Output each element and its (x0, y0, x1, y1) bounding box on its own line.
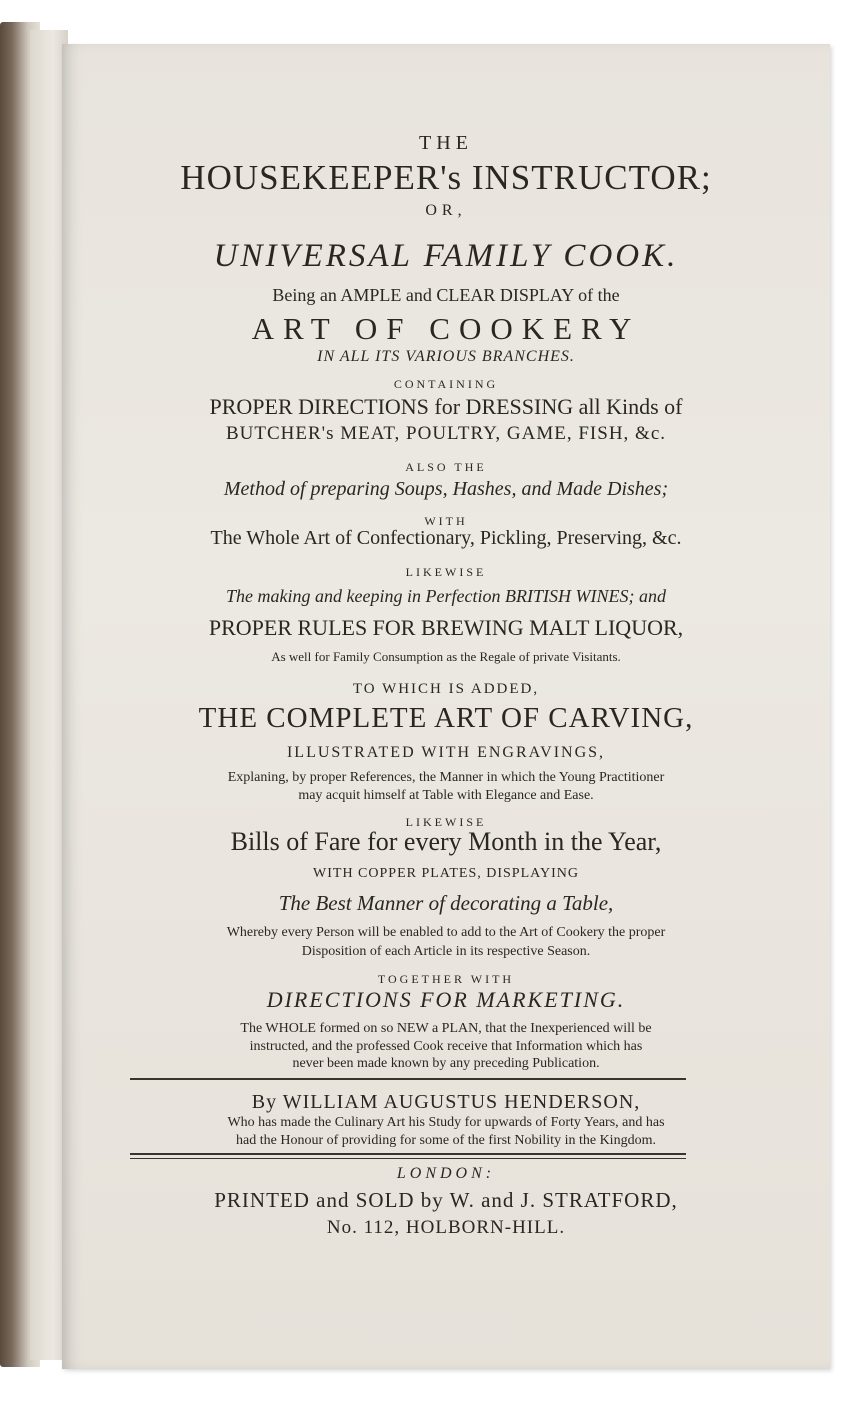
or-line: OR, (425, 202, 467, 219)
directions-for-marketing: DIRECTIONS FOR MARKETING. (266, 987, 626, 1012)
with: WITH (424, 514, 468, 528)
to-which-is-added: TO WHICH IS ADDED, (352, 681, 540, 697)
whole-formed-line: The WHOLE formed on so NEW a PLAN, that the Inexperienced will be (240, 1021, 652, 1036)
containing: CONTAINING (393, 377, 499, 391)
holborn-hill: No. 112, HOLBORN-HILL. (326, 1217, 566, 1238)
being-an-line: Being an AMPLE and CLEAR DISPLAY of the (272, 285, 620, 305)
brewing-malt-liquor: PROPER RULES FOR BREWING MALT LIQUOR, (208, 615, 684, 640)
instructed-line: instructed, and the professed Cook receive that Information which has (249, 1039, 643, 1054)
divider-rule-top (130, 1078, 686, 1080)
subtitle: UNIVERSAL FAMILY COOK. (213, 238, 679, 274)
family-consumption: As well for Family Consumption as the Regale of private Visitants. (271, 649, 621, 664)
best-manner: The Best Manner of decorating a Table, (278, 891, 614, 915)
disposition-line: Disposition of each Article in its respective Season. (301, 944, 591, 959)
illustrated-with-engravings: ILLUSTRATED WITH ENGRAVINGS, (286, 744, 606, 761)
together-with: TOGETHER WITH (377, 972, 515, 986)
divider-rule-bottom (130, 1153, 686, 1155)
likewise-2: LIKEWISE (405, 815, 487, 829)
butchers-meat: BUTCHER's MEAT, POULTRY, GAME, FISH, &c. (225, 423, 666, 444)
likewise-1: LIKEWISE (405, 565, 487, 579)
main-title: HOUSEKEEPER's INSTRUCTOR; (180, 158, 712, 197)
whereby-line: Whereby every Person will be enabled to add to the Art of Cookery the proper (226, 925, 666, 940)
divider-rule-bottom-thin (130, 1158, 686, 1159)
london: LONDON: (396, 1165, 496, 1182)
complete-art-of-carving: THE COMPLETE ART OF CARVING, (198, 702, 694, 734)
also-the: ALSO THE (405, 460, 487, 474)
explaning-line: Explaning, by proper References, the Manner in which the Young Practitioner (227, 770, 665, 785)
author-desc-1: Who has made the Culinary Art his Study for upwards of Forty Years, and has (227, 1115, 665, 1130)
british-wines: The making and keeping in Perfection BRITISH WINES; and (226, 586, 666, 606)
author-line: By WILLIAM AUGUSTUS HENDERSON, (251, 1091, 641, 1113)
copper-plates: WITH COPPER PLATES, DISPLAYING (313, 866, 579, 881)
various-branches: IN ALL ITS VARIOUS BRANCHES. (317, 348, 575, 365)
bills-of-fare: Bills of Fare for every Month in the Year, (230, 827, 662, 856)
printed-and-sold: PRINTED and SOLD by W. and J. STRATFORD, (214, 1188, 678, 1212)
acquit-himself-line: may acquit himself at Table with Elegance and Ease. (298, 788, 594, 803)
art-of-cookery: ART OF COOKERY (251, 311, 641, 346)
the-line: THE (419, 132, 473, 154)
whole-art: The Whole Art of Confectionary, Pickling, Preserving, &c. (210, 527, 682, 549)
never-been-line: never been made known by any preceding Publication. (292, 1056, 600, 1071)
proper-directions: PROPER DIRECTIONS for DRESSING all Kinds of (209, 394, 683, 419)
author-desc-2: had the Honour of providing for some of the first Nobility in the Kingdom. (236, 1133, 656, 1148)
method-of-preparing: Method of preparing Soups, Hashes, and Made Dishes; (223, 478, 669, 500)
